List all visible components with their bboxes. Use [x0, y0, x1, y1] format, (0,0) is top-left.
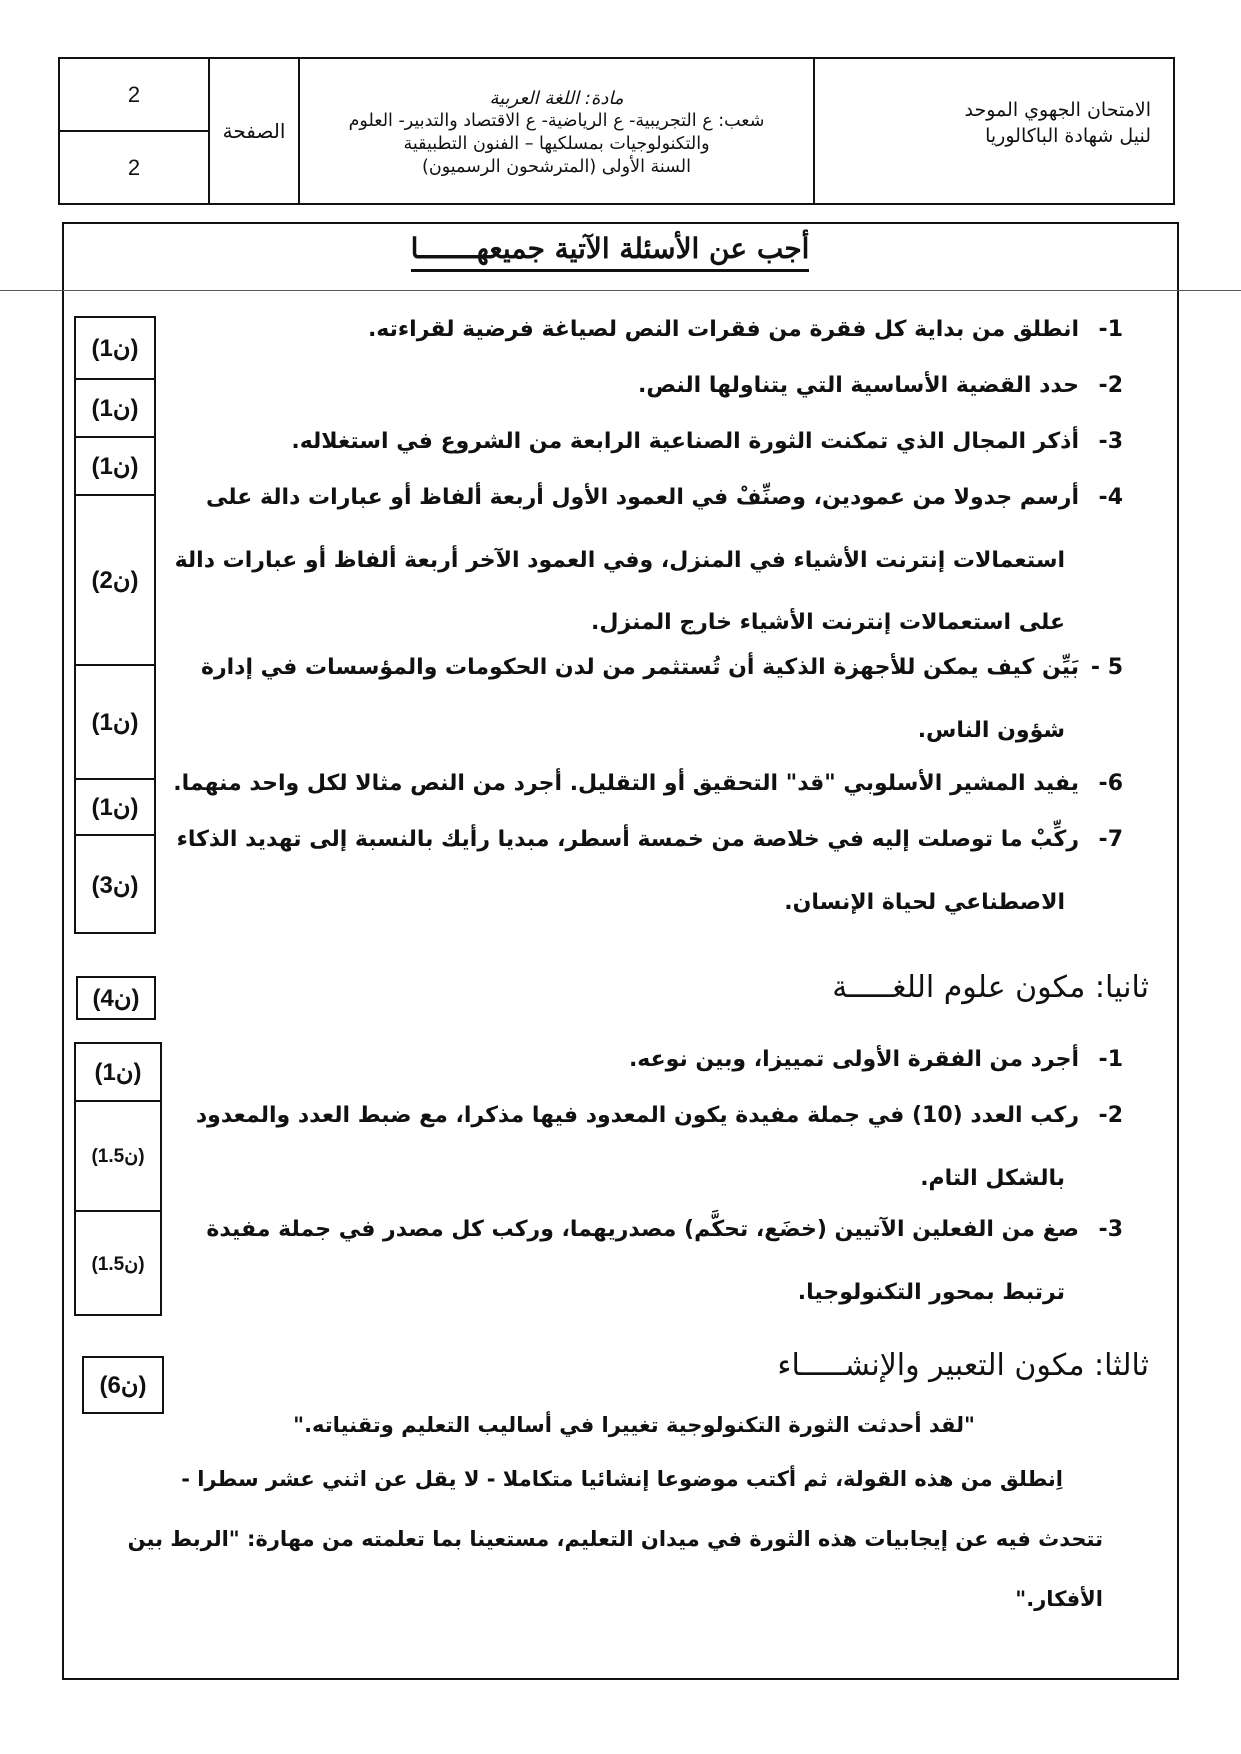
question-5	[201, 636, 1123, 762]
question-text: صغ من الفعلين الآتيين (خضَع، تحكَّم) مصدريهما، وركب كل مصدر في جملة مفيدة	[206, 1217, 1079, 1242]
question-number: 3-	[1098, 1217, 1123, 1242]
question-number: 1-	[1098, 317, 1123, 342]
score-q4: (2ن)	[76, 494, 154, 664]
question-text: أذكر المجال الذي تمكنت الثورة الصناعية الرابعة من الشروع في استغلاله.	[291, 429, 1079, 454]
question-text-cont: على استعمالات إنترنت الأشياء خارج المنزل.	[591, 610, 1065, 635]
title-separator	[0, 290, 1241, 291]
year-line: السنة الأولى (المترشحون الرسميون)	[422, 157, 691, 177]
question-number: 4-	[1098, 485, 1123, 510]
question-text-cont: ترتبط بمحور التكنولوجيا.	[797, 1280, 1065, 1305]
section-3-title: ثالثا: مكون التعبير والإنشـــــاء	[777, 1348, 1149, 1383]
frame-top-border	[62, 222, 1179, 224]
frame-bottom-border	[62, 1678, 1179, 1680]
question-text: ركِّبْ ما توصلت إليه في خلاصة من خمسة أسطر، مبديا رأيك بالنسبة إلى تهديد الذكاء	[176, 827, 1079, 852]
section-2-title: ثانيا: مكون علوم اللغـــــة	[832, 970, 1149, 1005]
essay-quote: "لقد أحدثت الثورة التكنولوجية تغييرا في أساليب التعليم وتقنياته."	[293, 1413, 975, 1437]
main-title	[300, 232, 920, 265]
frame-left-border	[62, 222, 64, 1680]
question-3	[291, 410, 1123, 474]
score-column-1	[74, 316, 156, 934]
frame-right-border	[1177, 222, 1179, 1680]
exam-line-1: الامتحان الجهوي الموحد	[964, 99, 1151, 121]
page-current: 2	[60, 59, 208, 132]
score-s2-q1: (1ن)	[94, 1058, 142, 1086]
section-2-score: (4ن)	[76, 976, 156, 1020]
question-4	[175, 466, 1123, 654]
question-6	[173, 752, 1123, 816]
question-number: 7-	[1098, 827, 1123, 852]
score-q3: (1ن)	[76, 436, 154, 494]
question-number: 2-	[1098, 1103, 1123, 1128]
question-text: بَيِّن كيف يمكن للأجهزة الذكية أن تُستثمر من لدن الحكومات والمؤسسات في إدارة	[200, 655, 1079, 680]
question-text-cont: استعمالات إنترنت الأشياء في المنزل، وفي العمود الآخر أربعة ألفاظ أو عبارات دالة	[174, 548, 1065, 573]
subject-cell	[300, 59, 815, 203]
main-title-text: أجب عن الأسئلة الآتية جميعهـــــــا	[411, 232, 810, 272]
question-text-cont: بالشكل التام.	[920, 1166, 1065, 1191]
score-q5: (1ن)	[76, 664, 154, 778]
question-text: حدد القضية الأساسية التي يتناولها النص.	[638, 373, 1079, 398]
subject-name: مادة: اللغة العربية	[489, 88, 624, 109]
page-label: الصفحة	[210, 59, 300, 203]
branches-line-1: شعب: ع التجريبية- ع الرياضية- ع الاقتصاد والتدبير- العلوم	[348, 111, 765, 131]
exam-line-2: لنيل شهادة الباكالوريا	[985, 125, 1151, 147]
question-7	[177, 808, 1123, 934]
exam-header-table	[58, 57, 1175, 205]
essay-instruction-2: تتحدث فيه عن إيجابيات هذه الثورة في ميدان التعليم، مستعينا بما تعلمته من مهارة: "الربط بين	[127, 1527, 1103, 1551]
question-text: أرسم جدولا من عمودين، وصنِّفْ في العمود الأول أربعة ألفاظ أو عبارات دالة على	[206, 485, 1079, 510]
score-q7: (3ن)	[76, 834, 154, 934]
question-number: 2-	[1098, 373, 1123, 398]
score-q6: (1ن)	[76, 778, 154, 834]
section-3-score: (6ن)	[82, 1356, 164, 1414]
question-2	[638, 354, 1123, 418]
question-number: 5 -	[1090, 655, 1123, 680]
question-number: 6-	[1098, 771, 1123, 796]
essay-instruction-1: اِنطلق من هذه القولة، ثم أكتب موضوعا إنشائيا متكاملا - لا يقل عن اثني عشر سطرا -	[181, 1467, 1063, 1491]
question-number: 1-	[1098, 1047, 1123, 1072]
essay-instruction-3: الأفكار."	[1015, 1587, 1103, 1611]
score-s2-q3: (1.5ن)	[76, 1210, 160, 1316]
question-text: ركب العدد (10) في جملة مفيدة يكون المعدود فيها مذكرا، مع ضبط العدد والمعدود	[195, 1103, 1079, 1128]
question-text-cont: الاصطناعي لحياة الإنسان.	[784, 890, 1065, 915]
question-number: 3-	[1098, 429, 1123, 454]
exam-cell	[815, 59, 1173, 203]
score-column-2	[74, 1042, 162, 1316]
score-q2: (1ن)	[76, 378, 154, 436]
score-q1: (1ن)	[91, 334, 139, 362]
section-2-question-3	[206, 1198, 1123, 1324]
question-text-cont: شؤون الناس.	[917, 718, 1065, 743]
page-numbers	[60, 59, 210, 203]
question-text: انطلق من بداية كل فقرة من فقرات النص لصياغة فرضية لقراءته.	[367, 317, 1079, 342]
question-1	[368, 298, 1123, 362]
question-text: يفيد المشير الأسلوبي "قد" التحقيق أو التقليل. أجرد من النص مثالا لكل واحد منهما.	[173, 771, 1079, 796]
section-2-question-2	[196, 1084, 1123, 1210]
branches-line-2: والتكنولوجيات بمسلكيها – الفنون التطبيقية	[403, 134, 710, 154]
section-2-question-1	[629, 1028, 1123, 1092]
score-s2-q2: (1.5ن)	[76, 1100, 160, 1210]
page-total: 2	[127, 154, 141, 180]
question-text: أجرد من الفقرة الأولى تمييزا، وبين نوعه.	[628, 1047, 1079, 1072]
